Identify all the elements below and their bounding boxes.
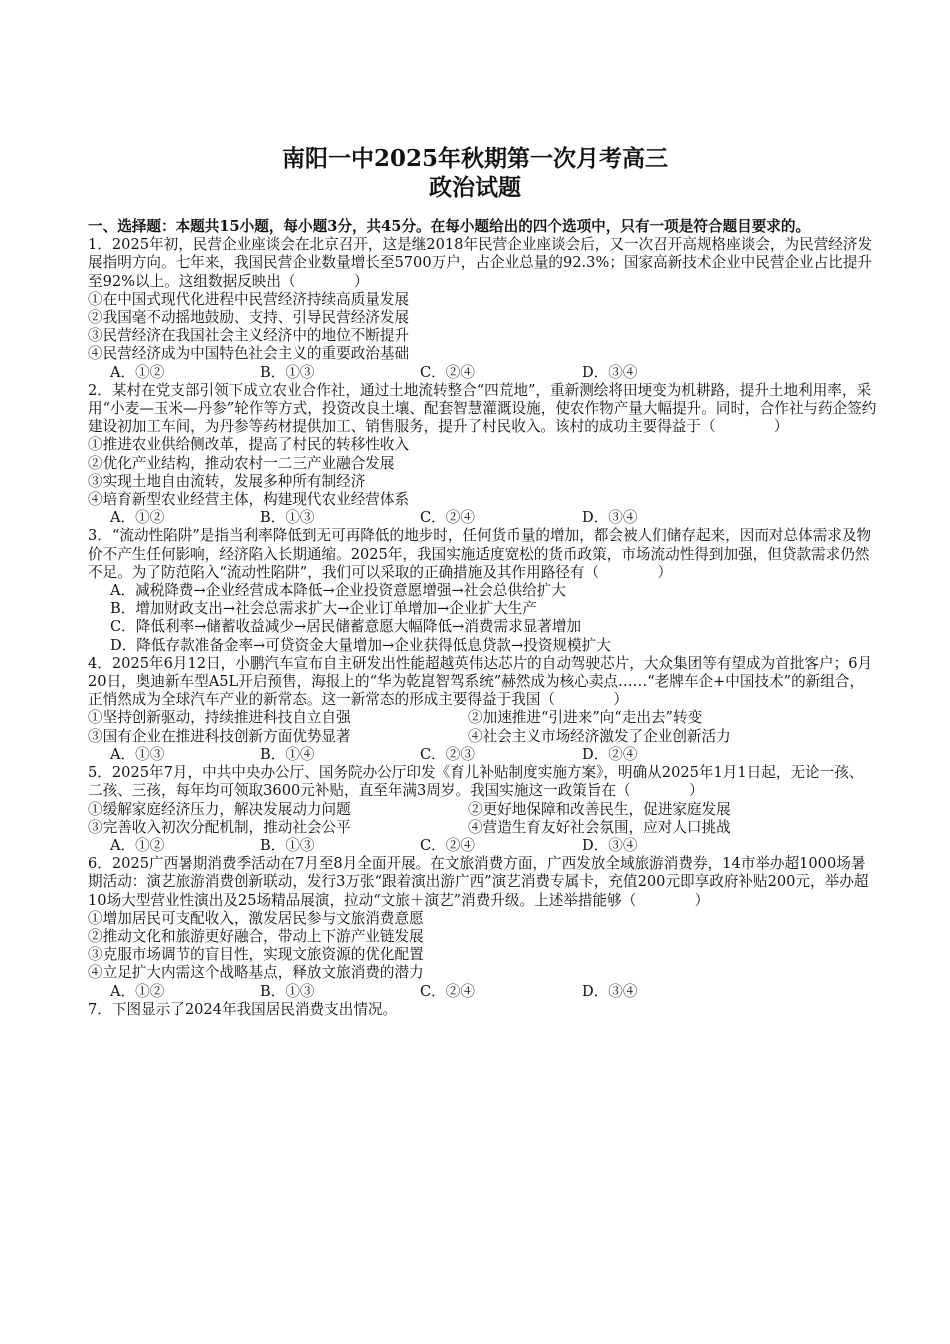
statement: ①增加居民可支配收入，激发居民参与文旅消费意愿: [88, 909, 424, 927]
question-6: [88, 855, 878, 1001]
statement: ①坚持创新驱动，持续推进科技自立自强: [88, 709, 351, 727]
statement-row: [88, 819, 878, 837]
question-stem: 4．2025年6月12日，小鹏汽车宣布自主研发出性能超越英伟达芯片的自动驾驶芯片，大众集团等有望成为首批客户；6月20日，奥迪新车型A5L开启预售，海报上的“华为乾崑智驾系统”赫然成为核心卖点……“老牌车企+中国技术”的新组合，正悄然成为全球汽车产业的新常态。这一新常态的形成主要得益于我国（ ）: [88, 654, 873, 709]
option-d: D．降低存款准备金率→可贷资金大量增加→企业获得低息贷款→投资规模扩大: [110, 636, 611, 654]
statement: ④营造生育友好社会氛围，应对人口挑战: [468, 818, 731, 836]
option-b: B．①④: [260, 745, 315, 763]
statement-row: [88, 709, 878, 727]
statement: ②更好地保障和改善民生，促进家庭发展: [468, 800, 731, 818]
question-stem: 1．2025年初，民营企业座谈会在北京召开，这是继2018年民营企业座谈会后，又一次召开高规格座谈会，为民营经济发展指明方向。七年来，我国民营企业数量增长至5700万户，占企业总量的92.3%；国家高新技术企业中民营企业占比提升至92%以上。这组数据反映出（ ）: [88, 236, 873, 290]
statement-row: [88, 728, 878, 746]
section-heading: 一、选择题：本题共15小题，每小题3分，共45分。在每小题给出的四个选项中，只有一项是符合题目要求的。: [88, 218, 811, 235]
statement: ④立足扩大内需这个战略基点，释放文旅消费的潜力: [88, 964, 424, 982]
statement: ①在中国式现代化进程中民营经济持续高质量发展: [88, 290, 410, 308]
option-b: B．①③: [260, 363, 315, 381]
exam-subject: 政治试题: [429, 174, 521, 201]
statement: ②优化产业结构，推动农村一二三产业融合发展: [88, 454, 395, 472]
answer-options: [88, 837, 878, 855]
option-b: B．增加财政支出→社会总需求扩大→企业订单增加→企业扩大生产: [110, 600, 537, 618]
statement: ④民营经济成为中国特色社会主义的重要政治基础: [88, 345, 410, 363]
option-d: D．③④: [582, 836, 638, 854]
question-2: [88, 382, 878, 528]
question-stem: 7．下图显示了2024年我国居民消费支出情况。: [88, 1000, 398, 1018]
option-d: D．③④: [582, 363, 638, 381]
option-b: B．①③: [260, 836, 315, 854]
statement: ③克服市场调节的盲目性，实现文旅资源的优化配置: [88, 946, 424, 964]
option-c: C．降低利率→储蓄收益减少→居民储蓄意愿大幅降低→消费需求显著增加: [110, 618, 582, 636]
statement: ③国有企业在推进科技创新方面优势显著: [88, 727, 351, 745]
question-stem: 2．某村在党支部引领下成立农业合作社，通过土地流转整合“四荒地”，重新测绘将田埂变为机耕路，提升土地利用率，采用“小麦—玉米—丹参”轮作等方式，投资改良土壤、配套智慧灌溉设施，使农作物产量大幅提升。同时，合作社与药企签约建设初加工车间，为丹参等药材提供加工、销售服务，提升了村民收入。该村的成功主要得益于（ ）: [88, 381, 877, 436]
question-7: [88, 1001, 878, 1019]
question-4: [88, 655, 878, 764]
question-3: [88, 527, 878, 654]
option-c: C．②④: [420, 509, 475, 527]
option-c: C．②④: [420, 363, 475, 381]
question-1: [88, 236, 878, 382]
option-a: A．减税降费→企业经营成本降低→企业投资意愿增强→社会总供给扩大: [110, 582, 566, 600]
option-b: B．①③: [260, 982, 315, 1000]
option-d: D．③④: [582, 982, 638, 1000]
statement: ④社会主义市场经济激发了企业创新活力: [468, 727, 731, 745]
option-a: A．①②: [110, 982, 165, 1000]
option-a: A．①②: [110, 836, 165, 854]
statement: ②推动文化和旅游更好融合，带动上下游产业链发展: [88, 927, 424, 945]
statement: ①推进农业供给侧改革，提高了村民的转移性收入: [88, 436, 410, 454]
statement: ③实现土地自由流转，发展多种所有制经济: [88, 472, 366, 490]
statement: ②加速推进“引进来”向“走出去”转变: [468, 709, 703, 727]
option-a: A．①③: [110, 745, 165, 763]
answer-options: [88, 364, 878, 382]
exam-body: [88, 218, 878, 1019]
option-c: C．②③: [420, 745, 475, 763]
question-stem: 3．“流动性陷阱”是指当利率降低到无可再降低的地步时，任何货币量的增加，都会被人们储存起来，因而对总体需求及物价不产生任何影响，经济陷入长期通缩。2025年，我国实施适度宽松的货币政策，市场流动性得到加强，但贷款需求仍然不足。为了防范陷入“流动性陷阱”，我们可以采取的正确措施及其作用路径有（ ）: [88, 527, 872, 581]
option-d: D．③④: [582, 509, 638, 527]
option-d: D．②④: [582, 745, 638, 763]
answer-options: [88, 746, 878, 764]
statement: ①缓解家庭经济压力，解决发展动力问题: [88, 800, 351, 818]
question-5: [88, 764, 878, 855]
answer-options: [88, 509, 878, 527]
question-stem: 5．2025年7月，中共中央办公厅、国务院办公厅印发《育儿补贴制度实施方案》，明确从2025年1月1日起，无论一孩、二孩、三孩，每年均可领取3600元补贴，直至年满3周岁。我国实施这一政策旨在（ ）: [88, 764, 864, 800]
question-stem: 6．2025广西暑期消费季活动在7月至8月全面开展。在文旅消费方面，广西发放全域旅游消费券，14市举办超1000场暑期活动：演艺旅游消费创新联动，发行3万张“跟着演出游广西”演艺消费专属卡，充值200元即享政府补贴200元，举办超10场大型营业性演出及25场精品展演，拉动“文旅＋演艺”消费升级。上述举措能够（ ）: [88, 855, 869, 909]
statement: ③民营经济在我国社会主义经济中的地位不断提升: [88, 327, 410, 345]
statement-row: [88, 801, 878, 819]
option-b: B．①③: [260, 509, 315, 527]
statement: ④培育新型农业经营主体，构建现代农业经营体系: [88, 491, 410, 509]
statement: ②我国毫不动摇地鼓励、支持、引导民营经济发展: [88, 309, 410, 327]
option-a: A．①②: [110, 363, 165, 381]
option-c: C．②④: [420, 982, 475, 1000]
option-c: C．②④: [420, 836, 475, 854]
option-a: A．①②: [110, 509, 165, 527]
exam-title: 南阳一中2025年秋期第一次月考高三: [281, 145, 668, 172]
answer-options: [88, 983, 878, 1001]
statement: ③完善收入初次分配机制，推动社会公平: [88, 818, 351, 836]
